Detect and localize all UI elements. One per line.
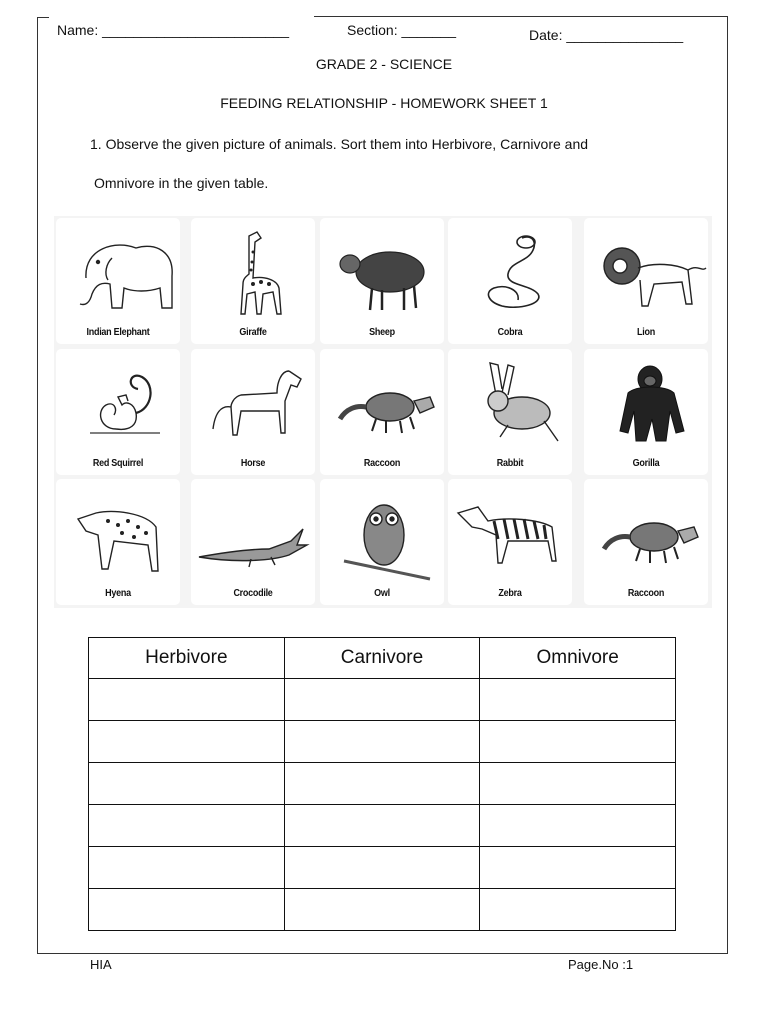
page-border-right	[727, 16, 728, 953]
animal-card	[448, 218, 572, 344]
question-line-2: Omnivore in the given table.	[94, 175, 269, 191]
animal-label: Sheep	[369, 327, 395, 338]
animal-label: Raccoon	[363, 458, 401, 469]
animal-card	[191, 218, 315, 344]
question-line-1: 1. Observe the given picture of animals. Sort them into Herbivore, Carnivore and	[90, 136, 589, 152]
animal-card	[320, 349, 444, 475]
animal-label: Gorilla	[632, 458, 660, 469]
table-row	[89, 805, 676, 847]
omnivore-answer-cell[interactable]	[480, 847, 676, 889]
carnivore-answer-cell[interactable]	[284, 721, 480, 763]
animal-card	[448, 479, 572, 605]
name-field[interactable]: Name: ________________________	[57, 22, 289, 38]
animal-card	[320, 218, 444, 344]
gorilla-icon	[584, 349, 708, 455]
animal-label: Giraffe	[239, 327, 267, 338]
crocodile-icon	[191, 479, 315, 585]
animal-label: Zebra	[498, 588, 522, 599]
omnivore-answer-cell[interactable]	[480, 721, 676, 763]
carnivore-answer-cell[interactable]	[284, 679, 480, 721]
carnivore-column-header: Carnivore	[284, 638, 480, 679]
herbivore-answer-cell[interactable]	[89, 763, 285, 805]
elephant-icon	[56, 218, 180, 324]
table-row	[89, 679, 676, 721]
herbivore-answer-cell[interactable]	[89, 847, 285, 889]
zebra-icon	[448, 479, 572, 585]
table-row	[89, 721, 676, 763]
date-field[interactable]: Date: _______________	[529, 27, 684, 43]
herbivore-answer-cell[interactable]	[89, 889, 285, 931]
squirrel-icon	[56, 349, 180, 455]
omnivore-column-header: Omnivore	[480, 638, 676, 679]
omnivore-answer-cell[interactable]	[480, 679, 676, 721]
table-header-row	[89, 638, 676, 679]
animal-label: Rabbit	[496, 458, 524, 469]
animal-label: Cobra	[497, 327, 523, 338]
herbivore-answer-cell[interactable]	[89, 679, 285, 721]
horse-icon	[191, 349, 315, 455]
lion-icon	[584, 218, 708, 324]
animal-label: Red Squirrel	[92, 458, 144, 469]
omnivore-answer-cell[interactable]	[480, 763, 676, 805]
carnivore-answer-cell[interactable]	[284, 763, 480, 805]
cobra-icon	[448, 218, 572, 324]
animal-label: Raccoon	[627, 588, 665, 599]
carnivore-answer-cell[interactable]	[284, 889, 480, 931]
rabbit-icon	[448, 349, 572, 455]
herbivore-answer-cell[interactable]	[89, 805, 285, 847]
table-row	[89, 889, 676, 931]
footer-left: HIA	[90, 957, 112, 972]
animal-card	[448, 349, 572, 475]
grade-title: GRADE 2 - SCIENCE	[315, 56, 453, 72]
animal-card	[191, 349, 315, 475]
page-border-left	[37, 17, 38, 953]
owl-icon	[320, 479, 444, 585]
section-field[interactable]: Section: _______	[347, 22, 456, 38]
page-number: Page.No :1	[568, 957, 634, 972]
animal-card	[191, 479, 315, 605]
animal-label: Lion	[637, 327, 655, 338]
animal-label: Indian Elephant	[86, 327, 150, 338]
raccoon-icon	[584, 479, 708, 585]
sorting-table	[88, 637, 676, 931]
omnivore-answer-cell[interactable]	[480, 805, 676, 847]
sheet-title: FEEDING RELATIONSHIP - HOMEWORK SHEET 1	[220, 95, 548, 111]
page-border-bottom	[37, 953, 728, 954]
animal-card	[584, 218, 708, 344]
herbivore-column-header: Herbivore	[89, 638, 285, 679]
animal-card	[584, 349, 708, 475]
animal-card	[584, 479, 708, 605]
raccoon-icon	[320, 349, 444, 455]
carnivore-answer-cell[interactable]	[284, 805, 480, 847]
page-border-top-left	[37, 17, 49, 18]
animal-card	[320, 479, 444, 605]
herbivore-answer-cell[interactable]	[89, 721, 285, 763]
animal-label: Crocodile	[233, 588, 273, 599]
carnivore-answer-cell[interactable]	[284, 847, 480, 889]
omnivore-answer-cell[interactable]	[480, 889, 676, 931]
animal-picture-grid	[54, 216, 712, 608]
animal-card	[56, 218, 180, 344]
hyena-icon	[56, 479, 180, 585]
animal-card	[56, 349, 180, 475]
sheep-icon	[320, 218, 444, 324]
animal-card	[56, 479, 180, 605]
table-row	[89, 763, 676, 805]
giraffe-icon	[191, 218, 315, 324]
page-border-top-right	[314, 16, 727, 17]
table-row	[89, 847, 676, 889]
animal-label: Hyena	[105, 588, 131, 599]
animal-label: Horse	[240, 458, 266, 469]
animal-label: Owl	[374, 588, 390, 599]
